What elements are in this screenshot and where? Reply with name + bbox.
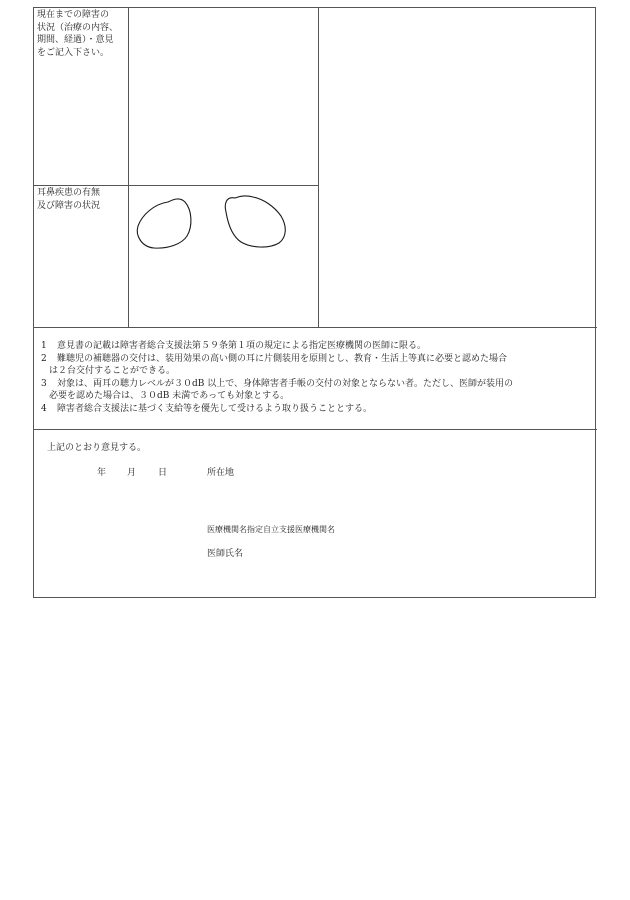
- note-4: 4 障害者総合支援法に基づく支給等を優先して受けるよう取り扱うこととする。: [41, 403, 373, 414]
- doctor-name-field[interactable]: [250, 544, 580, 562]
- address-field[interactable]: [245, 463, 575, 481]
- day-label: 日: [158, 468, 168, 478]
- notes-section: [41, 340, 591, 415]
- ear-condition-label: 耳鼻疾患の有無 及び障害の状況: [37, 188, 101, 211]
- year-label: 年: [97, 468, 107, 478]
- statement-text: 上記のとおり意見する。: [47, 443, 147, 453]
- note-2-cont: は２台交付することができる。: [49, 366, 176, 376]
- note-1: 1 意見書の記載は障害者総合支援法第５９条第１項の規定による指定医療機関の医師に限る。: [41, 341, 427, 351]
- institution-field[interactable]: [370, 520, 580, 538]
- month-label: 月: [127, 468, 137, 478]
- address-label: 所在地: [207, 468, 235, 478]
- history-label: 現在までの障害の 状況（治療の内容、 期間、経過）・意見 をご記入下さい。: [37, 10, 119, 58]
- note-2: 2 難聴児の補聴器の交付は、装用効果の高い側の耳に片側装用を原則とし、教育・生活上等真に必要と認めた場合: [41, 353, 508, 364]
- doctor-name-label: 医師氏名: [207, 549, 244, 559]
- note-3: 3 対象は、両耳の聴力レベルが３０dB 以上で、身体障害者手帳の交付の対象とならない者。ただし、医師が装用の: [41, 378, 514, 389]
- note-3-cont: 必要を認めた場合は、３０dB 未満であっても対象とする。: [49, 391, 290, 401]
- institution-label: 医療機関名指定自立支援医療機関名: [207, 525, 335, 534]
- date-field[interactable]: [60, 463, 170, 481]
